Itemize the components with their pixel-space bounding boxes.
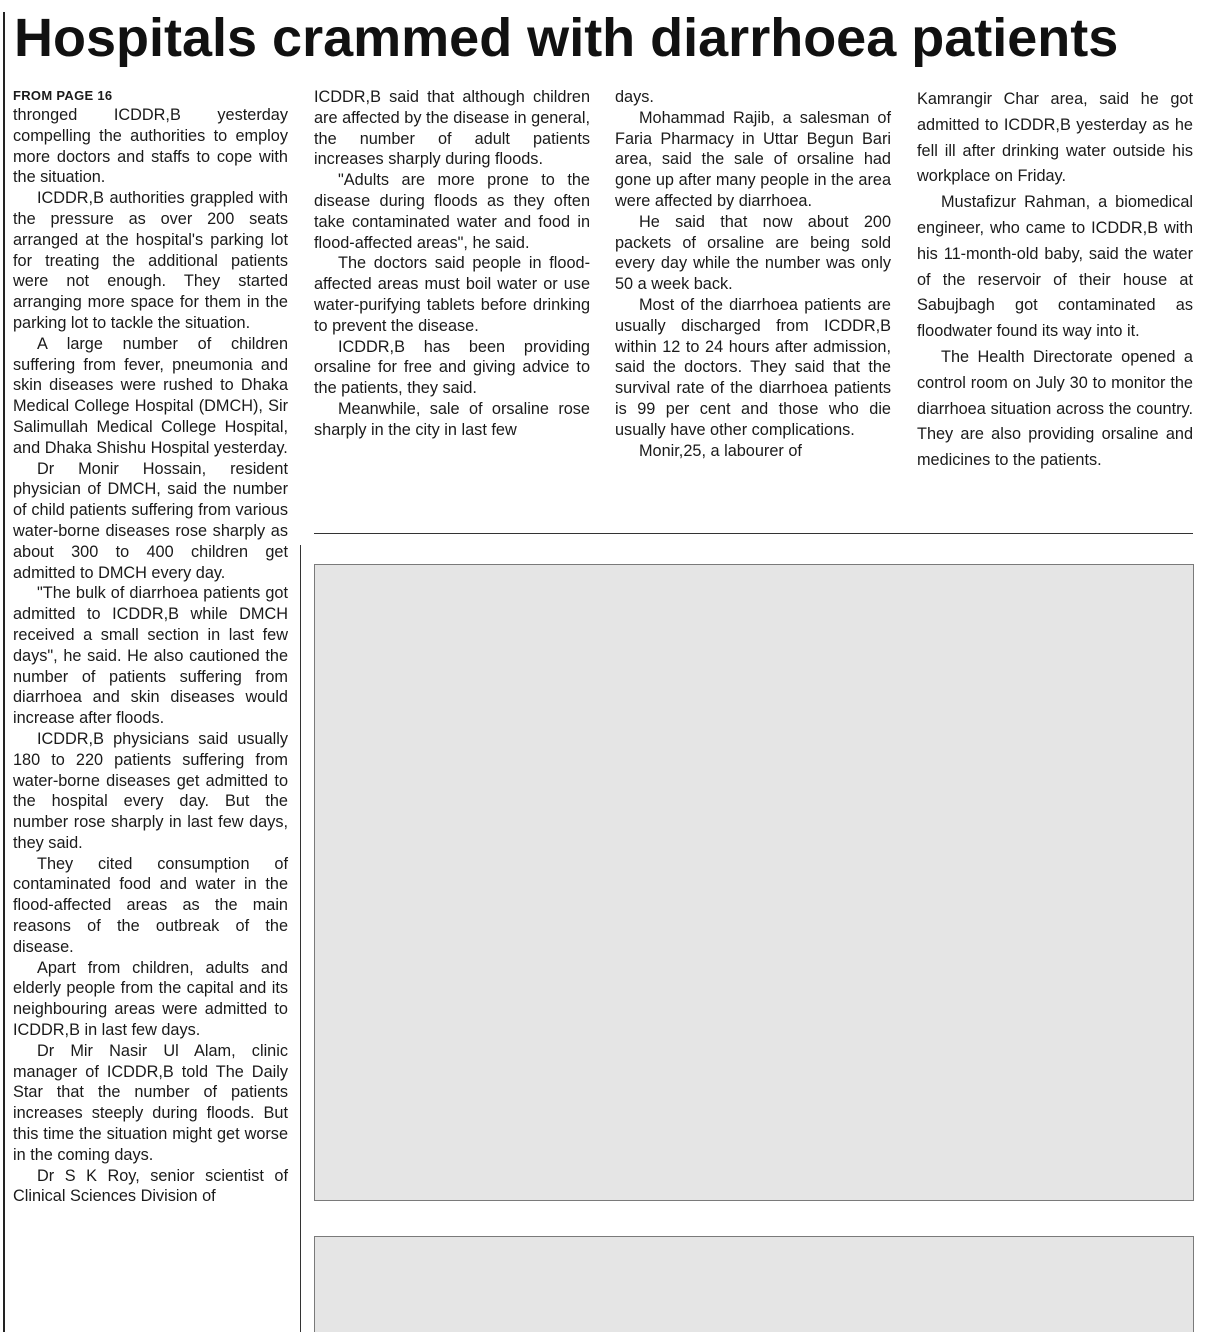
paragraph: Monir,25, a labourer of [639,441,802,460]
image-placeholder [314,1236,1194,1332]
paragraph: Kamrangir Char area, said he got admitted to ICDDR,B yesterday as he fell ill after drinking water outside his workplace on Friday. [917,90,1193,186]
paragraph: Dr Monir Hossain, resident physician of DMCH, said the number of child patients suffering from various water-borne diseases rose sharply as about 300 to 400 children get admitted to DMCH every day. [13,459,288,582]
paragraph: The Health Directorate opened a control room on July 30 to monitor the diarrhoea situation across the country. They are also providing orsaline and medicines to the patients. [917,347,1193,470]
paragraph: Mustafizur Rahman, a biomedical engineer, who came to ICDDR,B with his 11-month-old baby, said the water of the reservoir of their house at Sabujbagh got contaminated as floodwater found its way into it. [917,193,1193,341]
paragraph: Dr Mir Nasir Ul Alam, clinic manager of ICDDR,B told The Daily Star that the number of patients increases steeply during floods. But this time the situation might get worse in the coming days. [13,1041,288,1164]
paragraph: thronged ICDDR,B yesterday compelling the authorities to employ more doctors and staffs to cope with the situation. [13,106,288,187]
paragraph: Meanwhile, sale of orsaline rose sharply in the city in last few [314,399,590,439]
paragraph: ICDDR,B has been providing orsaline for free and giving advice to the patients, they said. [314,337,590,398]
image-placeholder [314,564,1194,1201]
paragraph: ICDDR,B authorities grappled with the pressure as over 200 seats arranged at the hospital's parking lot for treating the additional patients were not enough. They started arranging more space for them in the parking lot to tackle the situation. [13,189,288,332]
article-column-3 [615,87,891,461]
paragraph: Most of the diarrhoea patients are usually discharged from ICDDR,B within 12 to 24 hours after admission, said the doctors. They said that the survival rate of the diarrhoea patients is 99 per cent and those who die usually have other complications. [615,295,891,439]
article-column-2 [314,87,590,441]
paragraph: "Adults are more prone to the disease during floods as they often take contaminated water and food in flood-affected areas", he said. [314,171,590,252]
paragraph: "The bulk of diarrhoea patients got admitted to ICDDR,B while DMCH received a small section in last few days", he said. He also cautioned the number of patients suffering from diarrhoea and skin diseases would increase after floods. [13,584,288,728]
section-rule [314,533,1193,534]
headline: Hospitals crammed with diarrhoea patients [14,8,1119,68]
paragraph: Apart from children, adults and elderly people from the capital and its neighbouring areas were admitted to ICDDR,B in last few days. [13,958,288,1040]
paragraph: ICDDR,B said that although children are affected by the disease in general, the number of adult patients increases sharply during floods. [314,88,590,169]
paragraph: ICDDR,B physicians said usually 180 to 220 patients suffering from water-borne diseases get admitted to the hospital every day. But the number rose sharply in last few days, they said. [13,729,288,852]
paragraph: They cited consumption of contaminated food and water in the flood-affected areas as the main reasons of the outbreak of the disease. [13,854,288,956]
jump-kicker: FROM PAGE 16 [13,88,113,103]
paragraph: Mohammad Rajib, a salesman of Faria Pharmacy in Uttar Begun Bari area, said the sale of orsaline had gone up after many people in the area were affected by diarrhoea. [615,108,891,210]
column-divider [300,545,301,1332]
article-column-1 [13,87,288,1207]
paragraph: He said that now about 200 packets of orsaline are being sold every day while the number was only 50 a week back. [615,212,891,294]
left-margin-rule [3,12,5,1332]
article-column-4 [917,87,1193,474]
paragraph: A large number of children suffering from fever, pneumonia and skin diseases were rushed to Dhaka Medical College Hospital (DMCH), Sir Salimullah Medical College Hospital, and Dhaka Shishu Hospital yesterday. [13,334,288,457]
paragraph: Dr S K Roy, senior scientist of Clinical Sciences Division of [13,1166,288,1206]
paragraph: days. [615,88,654,106]
paragraph: The doctors said people in flood-affected areas must boil water or use water-purifying tablets before drinking to prevent the disease. [314,254,590,335]
